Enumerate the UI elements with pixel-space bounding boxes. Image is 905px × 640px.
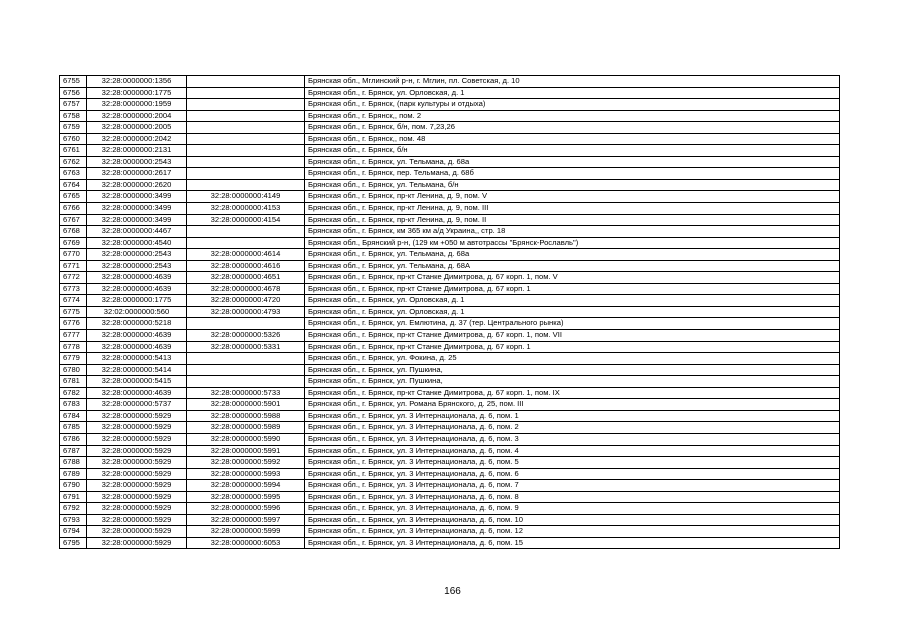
cadastral-number-cell: 32:28:0000000:5413 xyxy=(87,353,187,365)
cadastral-number-cell: 32:28:0000000:5929 xyxy=(87,468,187,480)
cadastral-number-secondary-cell xyxy=(187,145,305,157)
address-cell: Брянская обл., Мглинский р-н, г. Мглин, пл. Советская, д. 10 xyxy=(305,76,840,88)
table-row xyxy=(60,330,840,342)
cadastral-number-cell: 32:28:0000000:1959 xyxy=(87,99,187,111)
address-cell: Брянская обл., г. Брянск, ул. 3 Интернационала, д. 6, пом. 4 xyxy=(305,445,840,457)
table-row xyxy=(60,422,840,434)
cadastral-number-secondary-cell xyxy=(187,99,305,111)
table-row xyxy=(60,526,840,538)
row-number-cell: 6776 xyxy=(60,318,87,330)
address-cell: Брянская обл., г. Брянск, пр-кт Ленина, д. 9, пом. III xyxy=(305,203,840,215)
cadastral-number-cell: 32:28:0000000:1775 xyxy=(87,87,187,99)
cadastral-number-cell: 32:28:0000000:4639 xyxy=(87,341,187,353)
row-number-cell: 6769 xyxy=(60,237,87,249)
address-cell: Брянская обл., г. Брянск, км 365 км а/д Украина,, стр. 18 xyxy=(305,226,840,238)
table-row xyxy=(60,433,840,445)
row-number-cell: 6784 xyxy=(60,410,87,422)
table-row xyxy=(60,168,840,180)
cadastral-number-cell: 32:28:0000000:4639 xyxy=(87,330,187,342)
table-row xyxy=(60,468,840,480)
row-number-cell: 6768 xyxy=(60,226,87,238)
address-cell: Брянская обл., г. Брянск, ул. 3 Интернационала, д. 6, пом. 6 xyxy=(305,468,840,480)
address-cell: Брянская обл., г. Брянск,, пом. 48 xyxy=(305,133,840,145)
cadastral-number-secondary-cell: 32:28:0000000:6053 xyxy=(187,537,305,549)
row-number-cell: 6770 xyxy=(60,249,87,261)
cadastral-number-secondary-cell: 32:28:0000000:5994 xyxy=(187,480,305,492)
row-number-cell: 6778 xyxy=(60,341,87,353)
address-cell: Брянская обл., г. Брянск, пр-кт Станке Димитрова, д. 67 корп. 1, пом. VII xyxy=(305,330,840,342)
row-number-cell: 6791 xyxy=(60,491,87,503)
cadastral-number-cell: 32:28:0000000:1775 xyxy=(87,295,187,307)
table-row xyxy=(60,514,840,526)
address-cell: Брянская обл., г. Брянск, пр-кт Ленина, д. 9, пом. II xyxy=(305,214,840,226)
table-row xyxy=(60,272,840,284)
cadastral-number-secondary-cell xyxy=(187,364,305,376)
table-row xyxy=(60,376,840,388)
cadastral-number-secondary-cell xyxy=(187,179,305,191)
row-number-cell: 6756 xyxy=(60,87,87,99)
cadastral-number-cell: 32:28:0000000:4639 xyxy=(87,283,187,295)
row-number-cell: 6763 xyxy=(60,168,87,180)
cadastral-number-secondary-cell: 32:28:0000000:5901 xyxy=(187,399,305,411)
cadastral-number-cell: 32:28:0000000:3499 xyxy=(87,203,187,215)
cadastral-number-cell: 32:28:0000000:3499 xyxy=(87,191,187,203)
cadastral-number-cell: 32:28:0000000:2617 xyxy=(87,168,187,180)
cadastral-number-cell: 32:28:0000000:4639 xyxy=(87,272,187,284)
cadastral-number-cell: 32:28:0000000:5737 xyxy=(87,399,187,411)
address-cell: Брянская обл., г. Брянск, ул. 3 Интернационала, д. 6, пом. 9 xyxy=(305,503,840,515)
table-row xyxy=(60,353,840,365)
property-table xyxy=(59,75,840,549)
cadastral-number-secondary-cell: 32:28:0000000:5990 xyxy=(187,433,305,445)
address-cell: Брянская обл., г. Брянск, ул. Орловская, д. 1 xyxy=(305,87,840,99)
row-number-cell: 6759 xyxy=(60,122,87,134)
address-cell: Брянская обл., Брянский р-н, (129 км +050 м автотрассы "Брянск-Рославль") xyxy=(305,237,840,249)
row-number-cell: 6761 xyxy=(60,145,87,157)
cadastral-number-cell: 32:28:0000000:5929 xyxy=(87,457,187,469)
cadastral-number-secondary-cell: 32:28:0000000:5995 xyxy=(187,491,305,503)
row-number-cell: 6790 xyxy=(60,480,87,492)
cadastral-number-secondary-cell xyxy=(187,122,305,134)
table-row xyxy=(60,191,840,203)
address-cell: Брянская обл., г. Брянск, ул. Пушкина, xyxy=(305,364,840,376)
row-number-cell: 6757 xyxy=(60,99,87,111)
table-row xyxy=(60,214,840,226)
row-number-cell: 6792 xyxy=(60,503,87,515)
table-row xyxy=(60,133,840,145)
cadastral-number-secondary-cell: 32:28:0000000:4793 xyxy=(187,306,305,318)
table-row xyxy=(60,445,840,457)
cadastral-number-cell: 32:28:0000000:2131 xyxy=(87,145,187,157)
row-number-cell: 6794 xyxy=(60,526,87,538)
cadastral-number-cell: 32:28:0000000:2005 xyxy=(87,122,187,134)
table-row xyxy=(60,306,840,318)
cadastral-number-secondary-cell xyxy=(187,226,305,238)
cadastral-number-secondary-cell: 32:28:0000000:5997 xyxy=(187,514,305,526)
address-cell: Брянская обл., г. Брянск, пр-кт Ленина, д. 9, пом. V xyxy=(305,191,840,203)
address-cell: Брянская обл., г. Брянск, ул. Пушкина, xyxy=(305,376,840,388)
table-row xyxy=(60,318,840,330)
cadastral-number-cell: 32:28:0000000:3499 xyxy=(87,214,187,226)
cadastral-number-cell: 32:28:0000000:2620 xyxy=(87,179,187,191)
row-number-cell: 6774 xyxy=(60,295,87,307)
cadastral-number-secondary-cell xyxy=(187,133,305,145)
address-cell: Брянская обл., г. Брянск, ул. 3 Интернационала, д. 6, пом. 2 xyxy=(305,422,840,434)
cadastral-number-secondary-cell: 32:28:0000000:5326 xyxy=(187,330,305,342)
row-number-cell: 6760 xyxy=(60,133,87,145)
table-row xyxy=(60,491,840,503)
address-cell: Брянская обл., г. Брянск, пр-кт Станке Димитрова, д. 67 корп. 1 xyxy=(305,283,840,295)
table-row xyxy=(60,237,840,249)
address-cell: Брянская обл., г. Брянск, ул. Орловская, д. 1 xyxy=(305,306,840,318)
address-cell: Брянская обл., г. Брянск, ул. Романа Брянского, д. 25, пом. III xyxy=(305,399,840,411)
cadastral-number-secondary-cell xyxy=(187,353,305,365)
cadastral-number-secondary-cell xyxy=(187,318,305,330)
address-cell: Брянская обл., г. Брянск, ул. 3 Интернационала, д. 6, пом. 3 xyxy=(305,433,840,445)
table-row xyxy=(60,537,840,549)
table-row xyxy=(60,295,840,307)
cadastral-number-cell: 32:28:0000000:5929 xyxy=(87,422,187,434)
address-cell: Брянская обл., г. Брянск, ул. Тельмана, б/н xyxy=(305,179,840,191)
table-row xyxy=(60,99,840,111)
cadastral-number-secondary-cell xyxy=(187,87,305,99)
cadastral-number-cell: 32:28:0000000:2042 xyxy=(87,133,187,145)
row-number-cell: 6786 xyxy=(60,433,87,445)
row-number-cell: 6764 xyxy=(60,179,87,191)
cadastral-number-cell: 32:28:0000000:2543 xyxy=(87,260,187,272)
row-number-cell: 6766 xyxy=(60,203,87,215)
cadastral-number-cell: 32:28:0000000:5218 xyxy=(87,318,187,330)
row-number-cell: 6777 xyxy=(60,330,87,342)
table-row xyxy=(60,110,840,122)
table-row xyxy=(60,156,840,168)
table-row xyxy=(60,410,840,422)
row-number-cell: 6772 xyxy=(60,272,87,284)
address-cell: Брянская обл., г. Брянск, б/н, пом. 7,23,26 xyxy=(305,122,840,134)
cadastral-number-cell: 32:28:0000000:5414 xyxy=(87,364,187,376)
page-number: 166 xyxy=(444,586,461,597)
cadastral-number-cell: 32:28:0000000:5929 xyxy=(87,410,187,422)
table-row xyxy=(60,503,840,515)
table-row xyxy=(60,76,840,88)
address-cell: Брянская обл., г. Брянск, пер. Тельмана, д. 68б xyxy=(305,168,840,180)
row-number-cell: 6789 xyxy=(60,468,87,480)
cadastral-number-secondary-cell: 32:28:0000000:4149 xyxy=(187,191,305,203)
cadastral-number-cell: 32:02:0000000:560 xyxy=(87,306,187,318)
cadastral-number-secondary-cell xyxy=(187,156,305,168)
address-cell: Брянская обл., г. Брянск, ул. 3 Интернационала, д. 6, пом. 12 xyxy=(305,526,840,538)
cadastral-number-cell: 32:28:0000000:5929 xyxy=(87,514,187,526)
address-cell: Брянская обл., г. Брянск, ул. 3 Интернационала, д. 6, пом. 15 xyxy=(305,537,840,549)
address-cell: Брянская обл., г. Брянск, ул. Орловская, д. 1 xyxy=(305,295,840,307)
row-number-cell: 6755 xyxy=(60,76,87,88)
cadastral-number-cell: 32:28:0000000:2543 xyxy=(87,249,187,261)
address-cell: Брянская обл., г. Брянск, ул. Фокина, д. 25 xyxy=(305,353,840,365)
cadastral-number-cell: 32:28:0000000:4639 xyxy=(87,387,187,399)
row-number-cell: 6793 xyxy=(60,514,87,526)
cadastral-number-secondary-cell: 32:28:0000000:4616 xyxy=(187,260,305,272)
row-number-cell: 6781 xyxy=(60,376,87,388)
cadastral-number-cell: 32:28:0000000:5929 xyxy=(87,491,187,503)
cadastral-number-secondary-cell: 32:28:0000000:4651 xyxy=(187,272,305,284)
row-number-cell: 6795 xyxy=(60,537,87,549)
cadastral-number-secondary-cell: 32:28:0000000:5988 xyxy=(187,410,305,422)
table-row xyxy=(60,226,840,238)
address-cell: Брянская обл., г. Брянск, ул. Тельмана, д. 68а xyxy=(305,249,840,261)
address-cell: Брянская обл., г. Брянск, пр-кт Станке Димитрова, д. 67 корп. 1, пом. V xyxy=(305,272,840,284)
cadastral-number-cell: 32:28:0000000:2004 xyxy=(87,110,187,122)
cadastral-number-secondary-cell: 32:28:0000000:5991 xyxy=(187,445,305,457)
table-row xyxy=(60,260,840,272)
cadastral-number-secondary-cell: 32:28:0000000:4154 xyxy=(187,214,305,226)
property-table-body xyxy=(60,76,840,549)
table-row xyxy=(60,399,840,411)
address-cell: Брянская обл., г. Брянск, пр-кт Станке Димитрова, д. 67 корп. 1 xyxy=(305,341,840,353)
cadastral-number-cell: 32:28:0000000:5415 xyxy=(87,376,187,388)
row-number-cell: 6779 xyxy=(60,353,87,365)
row-number-cell: 6780 xyxy=(60,364,87,376)
table-row xyxy=(60,87,840,99)
address-cell: Брянская обл., г. Брянск, ул. Тельмана, д. 68А xyxy=(305,260,840,272)
cadastral-number-secondary-cell: 32:28:0000000:4614 xyxy=(187,249,305,261)
row-number-cell: 6788 xyxy=(60,457,87,469)
cadastral-number-secondary-cell xyxy=(187,168,305,180)
row-number-cell: 6775 xyxy=(60,306,87,318)
cadastral-number-secondary-cell: 32:28:0000000:5331 xyxy=(187,341,305,353)
row-number-cell: 6762 xyxy=(60,156,87,168)
address-cell: Брянская обл., г. Брянск,, пом. 2 xyxy=(305,110,840,122)
cadastral-number-secondary-cell xyxy=(187,237,305,249)
cadastral-number-cell: 32:28:0000000:2543 xyxy=(87,156,187,168)
row-number-cell: 6787 xyxy=(60,445,87,457)
cadastral-number-secondary-cell: 32:28:0000000:5989 xyxy=(187,422,305,434)
cadastral-number-cell: 32:28:0000000:5929 xyxy=(87,445,187,457)
cadastral-number-cell: 32:28:0000000:1356 xyxy=(87,76,187,88)
address-cell: Брянская обл., г. Брянск, б/н xyxy=(305,145,840,157)
cadastral-number-secondary-cell: 32:28:0000000:5992 xyxy=(187,457,305,469)
cadastral-number-secondary-cell xyxy=(187,76,305,88)
address-cell: Брянская обл., г. Брянск, ул. Емлютина, д. 37 (тер. Центрального рынка) xyxy=(305,318,840,330)
address-cell: Брянская обл., г. Брянск, ул. 3 Интернационала, д. 6, пом. 10 xyxy=(305,514,840,526)
cadastral-number-cell: 32:28:0000000:5929 xyxy=(87,503,187,515)
table-row xyxy=(60,480,840,492)
table-row xyxy=(60,457,840,469)
cadastral-number-cell: 32:28:0000000:4467 xyxy=(87,226,187,238)
cadastral-number-secondary-cell: 32:28:0000000:5993 xyxy=(187,468,305,480)
address-cell: Брянская обл., г. Брянск, ул. 3 Интернационала, д. 6, пом. 7 xyxy=(305,480,840,492)
table-row xyxy=(60,341,840,353)
cadastral-number-secondary-cell: 32:28:0000000:5999 xyxy=(187,526,305,538)
address-cell: Брянская обл., г. Брянск, пр-кт Станке Димитрова, д. 67 корп. 1, пом. IX xyxy=(305,387,840,399)
address-cell: Брянская обл., г. Брянск, ул. 3 Интернационала, д. 6, пом. 8 xyxy=(305,491,840,503)
cadastral-number-secondary-cell xyxy=(187,376,305,388)
cadastral-number-secondary-cell: 32:28:0000000:4678 xyxy=(187,283,305,295)
address-cell: Брянская обл., г. Брянск, (парк культуры и отдыха) xyxy=(305,99,840,111)
cadastral-number-secondary-cell: 32:28:0000000:4720 xyxy=(187,295,305,307)
table-row xyxy=(60,179,840,191)
cadastral-number-cell: 32:28:0000000:5929 xyxy=(87,480,187,492)
row-number-cell: 6758 xyxy=(60,110,87,122)
row-number-cell: 6765 xyxy=(60,191,87,203)
table-row xyxy=(60,145,840,157)
address-cell: Брянская обл., г. Брянск, ул. 3 Интернационала, д. 6, пом. 5 xyxy=(305,457,840,469)
address-cell: Брянская обл., г. Брянск, ул. Тельмана, д. 68а xyxy=(305,156,840,168)
row-number-cell: 6783 xyxy=(60,399,87,411)
cadastral-number-secondary-cell xyxy=(187,110,305,122)
table-row xyxy=(60,364,840,376)
cadastral-number-cell: 32:28:0000000:5929 xyxy=(87,526,187,538)
address-cell: Брянская обл., г. Брянск, ул. 3 Интернационала, д. 6, пом. 1 xyxy=(305,410,840,422)
cadastral-number-cell: 32:28:0000000:4540 xyxy=(87,237,187,249)
row-number-cell: 6785 xyxy=(60,422,87,434)
row-number-cell: 6767 xyxy=(60,214,87,226)
table-row xyxy=(60,249,840,261)
row-number-cell: 6773 xyxy=(60,283,87,295)
row-number-cell: 6771 xyxy=(60,260,87,272)
table-row xyxy=(60,387,840,399)
table-row xyxy=(60,122,840,134)
cadastral-number-cell: 32:28:0000000:5929 xyxy=(87,537,187,549)
cadastral-number-secondary-cell: 32:28:0000000:5733 xyxy=(187,387,305,399)
table-row xyxy=(60,283,840,295)
document-sheet xyxy=(59,75,839,549)
cadastral-number-cell: 32:28:0000000:5929 xyxy=(87,433,187,445)
row-number-cell: 6782 xyxy=(60,387,87,399)
cadastral-number-secondary-cell: 32:28:0000000:4153 xyxy=(187,203,305,215)
table-row xyxy=(60,203,840,215)
cadastral-number-secondary-cell: 32:28:0000000:5996 xyxy=(187,503,305,515)
